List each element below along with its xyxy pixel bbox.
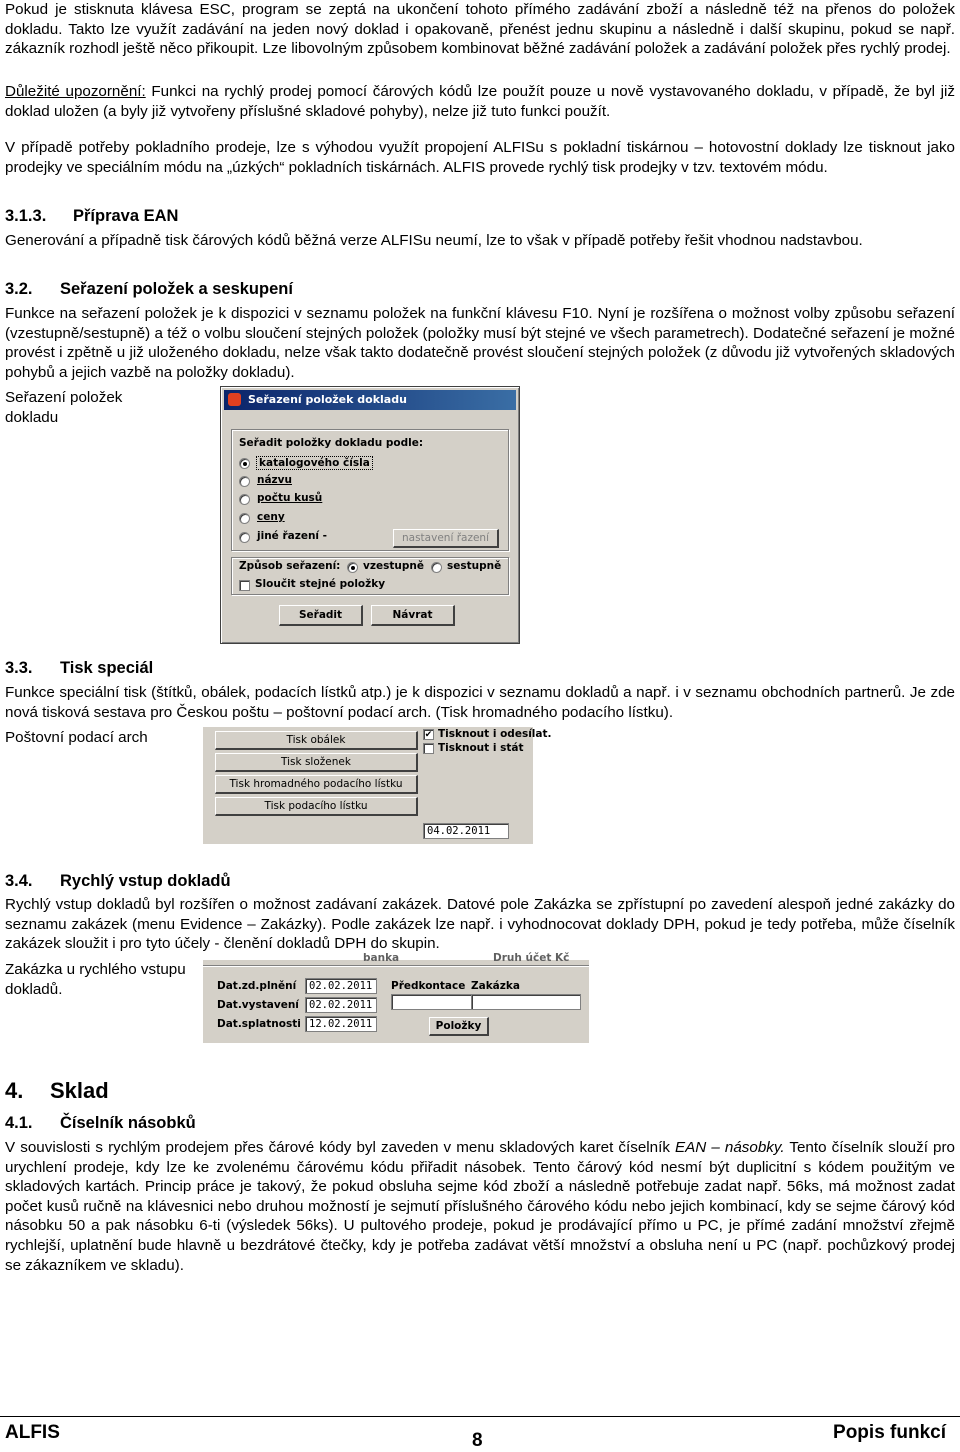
tax-date-label: Dat.zd.plnění	[217, 980, 297, 992]
print-sender-checkbox[interactable]: ✔	[424, 729, 433, 739]
top-divider	[203, 965, 589, 967]
sort-dialog	[220, 386, 520, 644]
heading-title: Příprava EAN	[73, 207, 179, 225]
sort-ok-button[interactable]: Seřadit	[279, 605, 363, 626]
bank-label-cut: banka	[363, 952, 400, 964]
print-slips-button[interactable]: Tisk složenek	[215, 753, 418, 772]
sort-paragraph: Funkce na seřazení položek je k dispozici v seznamu položek na funkční klávesu F10. Nyní je rozšířena o možnost volby způsobu seřazení (vzestupně/sestupně) a též o volbu sloučení stejných položek (položky musí být stejné ve všech parametrech). Dodatečné seřazení je možné provést i zpětně u již uloženého dokladu, nelze však takto dodatečně provést sloučení stejných položek (z důvodu již vytvořených skladových pohybů a jejich vazbě na položky dokladu).	[5, 305, 955, 381]
app-icon	[228, 393, 241, 406]
merge-checkbox[interactable]	[239, 580, 250, 591]
footer-page-number: 8	[472, 1430, 483, 1451]
dialog-title: Seřazení položek dokladu	[248, 393, 407, 406]
heading-3-4	[5, 872, 231, 891]
heading-title: Sklad	[50, 1078, 109, 1103]
radio-catalog[interactable]	[239, 458, 250, 469]
custom-sort-button[interactable]: nastavení řazení	[393, 529, 499, 548]
radio-custom[interactable]	[239, 532, 250, 543]
sort-mode-label: Způsob seřazení:	[239, 560, 341, 572]
heading-4	[5, 1078, 109, 1104]
quick-entry-caption: Zakázka u rychlého vstupu dokladů.	[5, 961, 186, 998]
footer-divider	[0, 1416, 960, 1417]
heading-number: 3.3.	[5, 659, 33, 677]
quick-entry-panel	[203, 952, 589, 1043]
zakazka-label: Zakázka	[471, 980, 520, 992]
due-date-field[interactable]: 12.02.2011	[305, 1016, 377, 1032]
print-sender-label[interactable]: Tisknout i odesílat.	[438, 728, 552, 740]
sort-back-button[interactable]: Návrat	[371, 605, 455, 626]
tax-date-field[interactable]: 02.02.2011	[305, 978, 377, 994]
issue-date-field[interactable]: 02.02.2011	[305, 997, 377, 1013]
print-caption: Poštovní podací arch	[5, 729, 148, 746]
zakazka-field[interactable]	[471, 994, 581, 1010]
ean-paragraph: Generování a případně tisk čárových kódů běžná verze ALFISu neumí, lze to však v případě potřeby řešit vhodnou nadstavbou.	[5, 232, 863, 249]
items-button[interactable]: Položky	[429, 1017, 489, 1036]
quick-entry-paragraph: Rychlý vstup dokladů byl rozšířen o možnost zadávaní zakázek. Datové pole Zakázka se zpřístupní po zavedení alespoň jedné zakázky do seznamu zakázek (menu Evidence – Zakázky). Podle zakázek lze např. i vyhodnocovat doklady DPH, pokud je tedy potřeba, může číselník zakázek sloužit i pro tyto účely - členění dokladů DPH do skupin.	[5, 896, 955, 953]
footer-left: ALFIS	[5, 1422, 60, 1443]
predkontace-label: Předkontace	[391, 980, 466, 992]
heading-3-3	[5, 659, 153, 678]
print-date-field[interactable]: 04.02.2011	[423, 823, 509, 839]
heading-4-1	[5, 1114, 196, 1133]
heading-number: 4.1.	[5, 1114, 33, 1132]
merge-label[interactable]: Sloučit stejné položky	[255, 578, 386, 590]
radio-qty[interactable]	[239, 494, 250, 505]
heading-number: 3.1.3.	[5, 207, 47, 225]
option-ascending[interactable]: vzestupně	[363, 560, 424, 572]
print-bulk-postal-button[interactable]: Tisk hromadného podacího lístku	[215, 775, 418, 794]
predkontace-field[interactable]	[391, 994, 475, 1010]
print-special-panel	[203, 727, 552, 844]
heading-title: Rychlý vstup dokladů	[60, 872, 231, 890]
option-descending[interactable]: sestupně	[447, 560, 502, 572]
dialog-title-bar[interactable]	[224, 390, 516, 410]
heading-title: Tisk speciál	[60, 659, 154, 677]
multiples-text-em: EAN – násobky.	[675, 1139, 785, 1156]
print-postal-slip-button[interactable]: Tisk podacího lístku	[215, 797, 418, 816]
important-text: Funkci na rychlý prodej pomocí čárových kódů lze použít pouze u nově vystavovaného dokladu, v případě, že byl již doklad uložen (a byly již vytvořeny příslušné skladové pohyby), nelze již tuto funkci použít.	[5, 83, 955, 120]
heading-number: 4.	[5, 1078, 24, 1103]
print-country-checkbox[interactable]	[423, 743, 434, 754]
due-date-label: Dat.splatnosti	[217, 1018, 301, 1030]
heading-title: Seřazení položek a seskupení	[60, 280, 293, 298]
print-country-label[interactable]: Tisknout i stát	[438, 742, 524, 754]
radio-ascending[interactable]	[347, 562, 358, 573]
cash-paragraph: V případě potřeby pokladního prodeje, lze s výhodou využít propojení ALFISu s pokladní tiskárnou – hotovostní doklady lze tisknout jako prodejky ve speciálním módu na „úzkých“ pokladních tiskárnách. ALFIS provede rychlý tisk prodejky v tzv. textovém módu.	[5, 139, 955, 176]
sort-by-label: Seřadit položky dokladu podle:	[239, 437, 424, 449]
footer-right: Popis funkcí	[833, 1422, 946, 1443]
option-custom[interactable]: jiné řazení -	[257, 530, 328, 542]
print-envelopes-button[interactable]: Tisk obálek	[215, 731, 418, 750]
heading-number: 3.2.	[5, 280, 33, 298]
multiples-text-a: V souvislosti s rychlým prodejem přes čárové kódy byl zaveden v menu skladových karet číselník	[5, 1139, 676, 1156]
multiples-paragraph	[5, 1138, 955, 1275]
radio-descending[interactable]	[431, 562, 442, 573]
radio-name[interactable]	[239, 476, 250, 487]
issue-date-label: Dat.vystavení	[217, 999, 299, 1011]
heading-title: Číselník násobků	[60, 1114, 196, 1132]
heading-3-2	[5, 280, 293, 299]
option-name[interactable]: názvu	[257, 474, 292, 486]
print-paragraph: Funkce speciální tisk (štítků, obálek, podacích lístků atp.) je k dispozici v seznamu dokladů a např. i v seznamu obchodních partnerů. Je zde nová tisková sestava pro Českou poštu – poštovní podací arch. (Tisk hromadného podacího lístku).	[5, 684, 955, 721]
sort-caption: Seřazení položek dokladu	[5, 389, 123, 426]
important-label: Důležité upozornění:	[5, 83, 146, 100]
option-price[interactable]: ceny	[257, 511, 285, 523]
heading-number: 3.4.	[5, 872, 33, 890]
intro-paragraph: Pokud je stisknuta klávesa ESC, program se zeptá na ukončení tohoto přímého zadávání zboží a následně též na přenos do položek dokladu. Takto lze využít zadávání na jeden nový doklad i opakovaně, přenést jednu skupinu a následně i další skupinu, pokud se např. zákazník rozhodl ještě něco přikoupit. Lze libovolným způsobem kombinovat běžné zadávání položek a zadávání položek přes rychlý prodej.	[5, 1, 955, 58]
option-qty[interactable]: počtu kusů	[257, 492, 323, 504]
heading-3-1-3	[5, 207, 178, 226]
radio-price[interactable]	[239, 513, 250, 524]
option-catalog[interactable]: katalogového čísla	[256, 456, 373, 470]
account-type-cut: Druh účet Kč	[493, 952, 570, 964]
multiples-text-b: Tento číselník slouží pro urychlení prodeje, kdy lze ke zvolenému čárovému kódu přiřadit násobek. Tento čárový kód nesmí být duplicitní s kódem použitým ve skladových kartách. Princip práce je takový, že pokud obsluha sejme kód zboží a následně potřebuje zadat např. 56ks, má možnost zadat počet kusů ručně na klávesnici nebo druhou možností je sejmutí příslušného čárového kódu nebo jejich kombinací, kdy se sejme čárový kód násobku 50 a pak násobku 6-ti (výsledek 56ks). U pultového prodeje, pokud je prodávající přímo u PC, je přímé zadání množství zřejmě rychlejší, uplatnění bude hlavně u bezdrátové čtečky, kdy je potřeba zadávat větší množství a obsluha není u PC (např. pochůzkový prodej se zákazníkem ve skladu).	[5, 1139, 955, 1274]
important-paragraph	[5, 82, 955, 121]
